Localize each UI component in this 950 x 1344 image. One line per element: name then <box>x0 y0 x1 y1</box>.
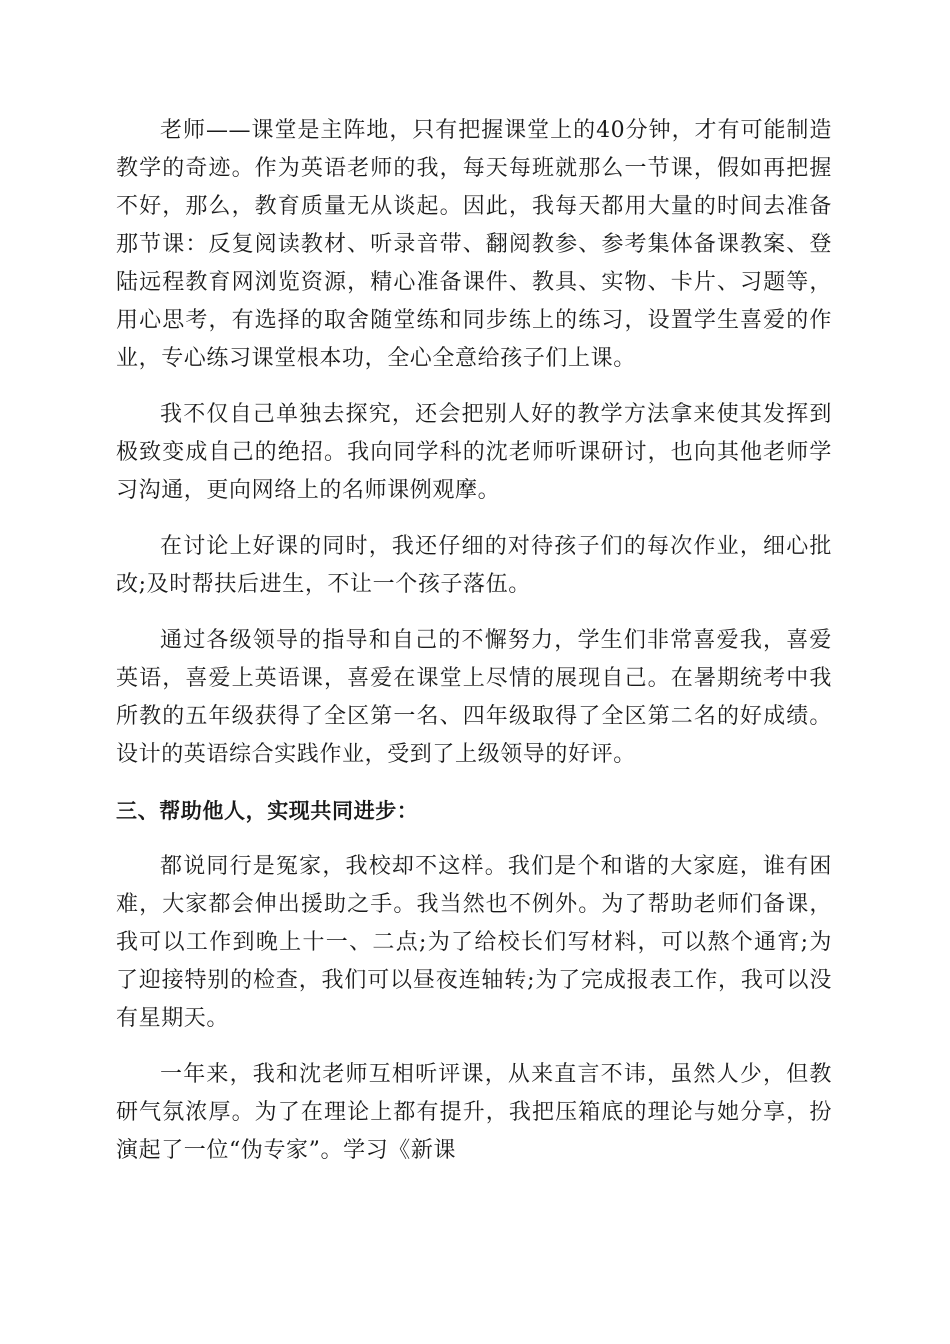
paragraph-classroom-preparation: 老师——课堂是主阵地，只有把握课堂上的40分钟，才有可能制造教学的奇迹。作为英语老师的我，每天每班就那么一节课，假如再把握不好，那么，教育质量无从谈起。因此，我每天都用大量的时间去准备那节课：反复阅读教材、听录音带、翻阅教参、参考集体备课教案、登陆远程教育网浏览资源，精心准备课件、教具、实物、卡片、习题等，用心思考，有选择的取舍随堂练和同步练上的练习，设置学生喜爱的作业，专心练习课堂根本功，全心全意给孩子们上课。 <box>116 118 832 371</box>
paragraph-learning-methods: 我不仅自己单独去探究，还会把别人好的教学方法拿来使其发挥到极致变成自己的绝招。我向同学科的沈老师听课研讨，也向其他老师学习沟通，更向网络上的名师课例观摩。 <box>116 402 832 503</box>
paragraph-student-results: 通过各级领导的指导和自己的不懈努力，学生们非常喜爱我，喜爱英语，喜爱上英语课，喜爱在课堂上尽情的展现自己。在暑期统考中我所教的五年级获得了全区第一名、四年级取得了全区第二名的好成绩。设计的英语综合实践作业，受到了上级领导的好评。 <box>116 628 832 767</box>
paragraph-peer-review: 一年来，我和沈老师互相听评课，从来直言不讳，虽然人少，但教研气氛浓厚。为了在理论上都有提升，我把压箱底的理论与她分享，扮演起了一位“伪专家”。学习《新课 <box>116 1062 832 1163</box>
paragraph-homework-care: 在讨论上好课的同时，我还仔细的对待孩子们的每次作业，细心批改;及时帮扶后进生，不让一个孩子落伍。 <box>116 534 832 597</box>
paragraph-team-spirit: 都说同行是冤家，我校却不这样。我们是个和谐的大家庭，谁有困难，大家都会伸出援助之手。我当然也不例外。为了帮助老师们备课，我可以工作到晚上十一、二点;为了给校长们写材料，可以熬个通宵;为了迎接特别的检查，我们可以昼夜连轴转;为了完成报表工作，我可以没有星期天。 <box>116 854 832 1031</box>
document-body <box>116 112 832 1188</box>
section-heading-helping-others: 三、帮助他人，实现共同进步： <box>116 799 419 823</box>
